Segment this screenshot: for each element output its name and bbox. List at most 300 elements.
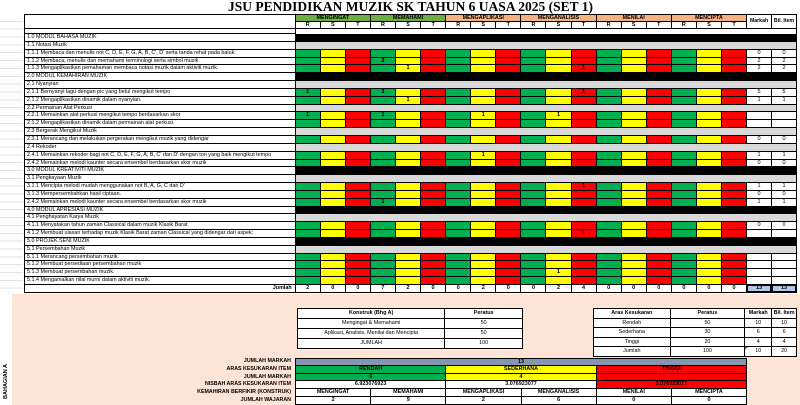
cell-menilai-r[interactable] <box>597 97 622 105</box>
markah-cell[interactable]: 2 <box>747 65 772 73</box>
cell-mengaplikasi-r[interactable] <box>446 277 471 285</box>
cell-memahami-s[interactable] <box>396 254 421 262</box>
cell-mengaplikasi-s[interactable] <box>471 269 496 277</box>
cell-mengaplikasi-r[interactable] <box>446 199 471 207</box>
cell-memahami-t[interactable] <box>421 222 446 230</box>
row-label[interactable]: 2.3 Bergerak Mengikut Muzik <box>25 128 296 136</box>
markah-cell[interactable] <box>747 254 772 262</box>
cell-mencipta-s[interactable] <box>697 199 722 207</box>
totals-cell-14[interactable]: 0 <box>647 285 672 293</box>
totals-cell-7[interactable]: 2 <box>471 285 496 293</box>
cell-mengaplikasi-r[interactable] <box>446 120 471 128</box>
cell-menilai-t[interactable] <box>647 254 672 262</box>
cell-memahami-t[interactable] <box>421 89 446 97</box>
bottom-cell-1-1[interactable]: SEDERHANA <box>446 366 596 374</box>
cell-menilai-r[interactable] <box>597 120 622 128</box>
cell-menganalisis-r[interactable] <box>521 120 546 128</box>
summary-header-bil-item[interactable]: Bil. Item <box>772 309 797 319</box>
cell-menilai-r[interactable] <box>597 230 622 238</box>
cell-mencipta-r[interactable] <box>672 50 697 58</box>
bottom-cell-2-1[interactable]: 4 <box>446 374 596 382</box>
cell-mencipta-r[interactable] <box>672 89 697 97</box>
cell-memahami-t[interactable] <box>421 65 446 73</box>
cell-menilai-r[interactable] <box>597 277 622 285</box>
row-label[interactable]: 2.1 Nyanyian <box>25 81 296 89</box>
construct-header-memahami[interactable]: MEMAHAMI <box>371 15 446 22</box>
cell-menganalisis-s[interactable] <box>546 183 571 191</box>
cell-memahami-t[interactable] <box>421 152 446 160</box>
summary-cell-1-1[interactable]: 30 <box>671 328 746 338</box>
cell-menilai-s[interactable] <box>622 230 647 238</box>
section-band[interactable] <box>296 207 797 215</box>
cell-mengingat-r[interactable] <box>296 58 321 66</box>
cell-menilai-s[interactable] <box>622 254 647 262</box>
construct-header-menganalisis[interactable]: MENGANALISIS <box>521 15 596 22</box>
cell-mengaplikasi-t[interactable] <box>496 50 521 58</box>
totals-cell-17[interactable]: 0 <box>722 285 747 293</box>
cell-mengaplikasi-s[interactable] <box>471 97 496 105</box>
summary-cell-2-1[interactable]: 100 <box>445 339 523 349</box>
summary-cell-1-0[interactable]: Aplikasi, Analisis, Menilai dan Mencipta <box>298 329 445 339</box>
row-label[interactable]: 2.3.1 Merancang dan melakukan pergerakan mengikut muzik yang didengar <box>25 136 296 144</box>
cell-menilai-r[interactable] <box>597 89 622 97</box>
cell-mencipta-t[interactable] <box>722 152 747 160</box>
summary-header-peratus[interactable]: Peratus <box>445 309 523 319</box>
cell-menganalisis-t[interactable] <box>572 120 597 128</box>
cell-menilai-t[interactable] <box>647 152 672 160</box>
row-label[interactable]: 5.1.1 Merancang persembahan muzik. <box>25 254 296 262</box>
bottom-row-label[interactable]: NISBAH ARAS KESUKARAN ITEM <box>204 381 291 388</box>
bottom-cell-4-2[interactable]: MENGAPLIKASI <box>446 389 521 397</box>
cell-memahami-t[interactable] <box>421 199 446 207</box>
summary-cell-0-0[interactable]: Rendah <box>594 319 671 329</box>
cell-mengaplikasi-r[interactable] <box>446 97 471 105</box>
cell-mengaplikasi-t[interactable] <box>496 160 521 168</box>
cell-menilai-r[interactable] <box>597 112 622 120</box>
section-band[interactable] <box>296 167 797 175</box>
cell-mengaplikasi-t[interactable] <box>496 222 521 230</box>
subtopic-band[interactable] <box>296 175 797 183</box>
cell-mengaplikasi-r[interactable] <box>446 50 471 58</box>
cell-mengingat-s[interactable] <box>321 136 346 144</box>
cell-menganalisis-s[interactable] <box>546 97 571 105</box>
cell-menganalisis-s[interactable]: 1 <box>546 269 571 277</box>
cell-memahami-t[interactable] <box>421 136 446 144</box>
cell-memahami-r[interactable] <box>371 254 396 262</box>
subheader-s[interactable]: S <box>697 22 722 29</box>
cell-menganalisis-r[interactable] <box>521 136 546 144</box>
construct-header-mengingat[interactable]: MENGINGAT <box>296 15 371 22</box>
totals-cell-0[interactable]: 2 <box>296 285 321 293</box>
row-label[interactable]: 5.1.2 Membuat persediaan persembahan muzik <box>25 261 296 269</box>
subheader-t[interactable]: T <box>346 22 371 29</box>
cell-menganalisis-s[interactable] <box>546 120 571 128</box>
cell-mengaplikasi-r[interactable] <box>446 191 471 199</box>
cell-mencipta-r[interactable] <box>672 277 697 285</box>
summary-cell-2-0[interactable]: Tinggi <box>594 338 671 348</box>
cell-mengingat-s[interactable] <box>321 191 346 199</box>
cell-menganalisis-s[interactable] <box>546 65 571 73</box>
markah-cell[interactable]: 0 <box>747 191 772 199</box>
markah-cell[interactable] <box>747 277 772 285</box>
cell-menganalisis-r[interactable] <box>521 230 546 238</box>
cell-mencipta-s[interactable] <box>697 222 722 230</box>
cell-mencipta-t[interactable] <box>722 199 747 207</box>
cell-menilai-t[interactable] <box>647 230 672 238</box>
totals-cell-15[interactable]: 0 <box>672 285 697 293</box>
bottom-row-label[interactable]: ARAS KESUKARAN ITEM <box>226 365 291 372</box>
summary-cell-0-1[interactable]: 50 <box>671 319 746 329</box>
row-label[interactable]: 2.4.2 Memainkan melodi kaunter secara ensembel berdasarkan skor muzik <box>25 160 296 168</box>
cell-mengaplikasi-s[interactable] <box>471 89 496 97</box>
summary-header-konstruk-bhg-a[interactable]: Konstruk (Bhg A) <box>298 309 445 319</box>
cell-mengaplikasi-s[interactable]: 1 <box>471 152 496 160</box>
cell-mengingat-t[interactable] <box>346 199 371 207</box>
summary-cell-0-0[interactable]: Mengingat & Memahami <box>298 319 445 329</box>
cell-menganalisis-s[interactable]: 1 <box>546 112 571 120</box>
cell-mengingat-t[interactable] <box>346 277 371 285</box>
cell-memahami-t[interactable] <box>421 261 446 269</box>
cell-mengaplikasi-s[interactable]: 1 <box>471 112 496 120</box>
cell-menganalisis-s[interactable] <box>546 58 571 66</box>
cell-memahami-s[interactable] <box>396 269 421 277</box>
cell-memahami-s[interactable] <box>396 120 421 128</box>
construct-header-mencipta[interactable]: MENCIPTA <box>672 15 747 22</box>
markah-cell[interactable]: 1 <box>747 199 772 207</box>
cell-menilai-r[interactable] <box>597 136 622 144</box>
cell-menganalisis-s[interactable] <box>546 199 571 207</box>
cell-menganalisis-t[interactable] <box>572 97 597 105</box>
jumlah-markah-bar[interactable]: 13 <box>296 359 747 366</box>
totals-bil-item[interactable]: 13 <box>772 285 797 293</box>
cell-mengingat-r[interactable] <box>296 160 321 168</box>
cell-mengingat-t[interactable] <box>346 230 371 238</box>
row-label[interactable]: 5.1 Persembahan Muzik <box>25 246 296 254</box>
cell-mengaplikasi-s[interactable] <box>471 230 496 238</box>
cell-mencipta-s[interactable] <box>697 191 722 199</box>
row-label[interactable]: 1.1.3 Mengaplikasikan pemahaman membaca notasi muzik dalam aktiviti muzik. <box>25 65 296 73</box>
row-label[interactable]: 1.1.2 Membaca, menulis dan memahami terminologi serta simbol muzik <box>25 58 296 66</box>
cell-mengingat-s[interactable] <box>321 152 346 160</box>
cell-mengaplikasi-t[interactable] <box>496 112 521 120</box>
cell-mengingat-s[interactable] <box>321 183 346 191</box>
cell-menilai-t[interactable] <box>647 50 672 58</box>
row-label[interactable]: 3.1.3 Mempersembahkan hasil ciptaan. <box>25 191 296 199</box>
markah-cell[interactable] <box>747 269 772 277</box>
cell-mencipta-s[interactable] <box>697 89 722 97</box>
subheader-t[interactable]: T <box>647 22 672 29</box>
cell-memahami-r[interactable]: 2 <box>371 58 396 66</box>
cell-menganalisis-s[interactable] <box>546 222 571 230</box>
row-label[interactable]: 1.0 MODUL BAHASA MUZIK <box>25 34 296 42</box>
cell-mengingat-t[interactable] <box>346 58 371 66</box>
cell-memahami-s[interactable] <box>396 191 421 199</box>
cell-memahami-r[interactable]: 1 <box>371 199 396 207</box>
bottom-cell-5-2[interactable]: 2 <box>446 397 521 405</box>
cell-mengaplikasi-r[interactable] <box>446 65 471 73</box>
subheader-r[interactable]: R <box>521 22 546 29</box>
cell-memahami-s[interactable]: 1 <box>396 65 421 73</box>
cell-mencipta-t[interactable] <box>722 136 747 144</box>
cell-memahami-t[interactable] <box>421 112 446 120</box>
cell-mengaplikasi-r[interactable] <box>446 254 471 262</box>
bottom-cell-1-2[interactable]: TINGGI <box>597 366 747 374</box>
cell-mencipta-t[interactable] <box>722 191 747 199</box>
summary-cell-1-1[interactable]: 50 <box>445 329 523 339</box>
cell-menganalisis-t[interactable] <box>572 222 597 230</box>
subheader-t[interactable]: T <box>572 22 597 29</box>
cell-mengingat-t[interactable] <box>346 261 371 269</box>
cell-menilai-s[interactable] <box>622 89 647 97</box>
cell-mencipta-r[interactable] <box>672 254 697 262</box>
summary-cell-1-2[interactable]: 6 <box>745 328 772 338</box>
totals-cell-12[interactable]: 0 <box>597 285 622 293</box>
cell-memahami-r[interactable] <box>371 152 396 160</box>
bottom-cell-4-1[interactable]: MEMAHAMI <box>371 389 446 397</box>
cell-menganalisis-t[interactable]: 1 <box>572 65 597 73</box>
cell-memahami-r[interactable] <box>371 136 396 144</box>
cell-mencipta-r[interactable] <box>672 97 697 105</box>
cell-mengingat-r[interactable] <box>296 183 321 191</box>
cell-menganalisis-s[interactable] <box>546 254 571 262</box>
markah-cell[interactable]: 5 <box>747 89 772 97</box>
subheader-r[interactable]: R <box>296 22 321 29</box>
cell-mengingat-s[interactable] <box>321 254 346 262</box>
cell-mengaplikasi-t[interactable] <box>496 277 521 285</box>
construct-header-menilai[interactable]: MENILAI <box>597 15 672 22</box>
cell-menganalisis-t[interactable] <box>572 254 597 262</box>
cell-mengaplikasi-r[interactable] <box>446 136 471 144</box>
cell-mengaplikasi-s[interactable] <box>471 261 496 269</box>
cell-mengingat-s[interactable] <box>321 89 346 97</box>
subheader-t[interactable]: T <box>722 22 747 29</box>
cell-menganalisis-r[interactable] <box>521 160 546 168</box>
cell-mengaplikasi-s[interactable] <box>471 65 496 73</box>
cell-menganalisis-t[interactable]: 1 <box>572 230 597 238</box>
cell-menilai-s[interactable] <box>622 261 647 269</box>
cell-mengingat-s[interactable] <box>321 50 346 58</box>
subtopic-band[interactable] <box>296 246 797 254</box>
cell-mencipta-s[interactable] <box>697 120 722 128</box>
cell-memahami-s[interactable] <box>396 277 421 285</box>
cell-menilai-s[interactable] <box>622 120 647 128</box>
cell-mengaplikasi-t[interactable] <box>496 136 521 144</box>
cell-mencipta-r[interactable] <box>672 230 697 238</box>
markah-cell[interactable]: 1 <box>747 183 772 191</box>
cell-mengingat-t[interactable] <box>346 89 371 97</box>
cell-mengaplikasi-r[interactable] <box>446 152 471 160</box>
cell-menganalisis-t[interactable] <box>572 277 597 285</box>
summary-cell-2-1[interactable]: 20 <box>671 338 746 348</box>
cell-mengaplikasi-r[interactable] <box>446 112 471 120</box>
bottom-row-label[interactable]: KEMAHIRAN BERFIKIR (KONSTRUK) <box>197 389 291 396</box>
subheader-t[interactable]: T <box>421 22 446 29</box>
cell-menilai-s[interactable] <box>622 58 647 66</box>
markah-cell[interactable]: 1 <box>747 97 772 105</box>
summary-cell-0-1[interactable]: 50 <box>445 319 523 329</box>
bil-item-cell[interactable] <box>772 254 797 262</box>
cell-memahami-r[interactable]: 3 <box>371 89 396 97</box>
cell-mencipta-s[interactable] <box>697 50 722 58</box>
subheader-r[interactable]: R <box>672 22 697 29</box>
cell-menilai-s[interactable] <box>622 152 647 160</box>
cell-menganalisis-s[interactable] <box>546 261 571 269</box>
markah-cell[interactable] <box>747 112 772 120</box>
cell-mengaplikasi-s[interactable] <box>471 222 496 230</box>
subtopic-band[interactable] <box>296 214 797 222</box>
cell-menilai-t[interactable] <box>647 261 672 269</box>
cell-mengingat-s[interactable] <box>321 222 346 230</box>
cell-menilai-r[interactable] <box>597 222 622 230</box>
cell-mencipta-s[interactable] <box>697 160 722 168</box>
totals-markah[interactable]: 13 <box>747 285 772 293</box>
cell-mengaplikasi-t[interactable] <box>496 89 521 97</box>
cell-menganalisis-s[interactable] <box>546 136 571 144</box>
cell-memahami-s[interactable] <box>396 89 421 97</box>
cell-mengaplikasi-s[interactable] <box>471 136 496 144</box>
bottom-cell-3-0[interactable]: 6.923076923 <box>296 381 446 389</box>
cell-mencipta-t[interactable] <box>722 50 747 58</box>
bil-item-cell[interactable]: 0 <box>772 160 797 168</box>
cell-memahami-r[interactable] <box>371 269 396 277</box>
cell-menganalisis-s[interactable] <box>546 89 571 97</box>
cell-menganalisis-s[interactable] <box>546 191 571 199</box>
cell-mengaplikasi-r[interactable] <box>446 89 471 97</box>
cell-memahami-r[interactable] <box>371 65 396 73</box>
cell-mengaplikasi-t[interactable] <box>496 199 521 207</box>
cell-memahami-t[interactable] <box>421 277 446 285</box>
subtopic-band[interactable] <box>296 128 797 136</box>
cell-menilai-t[interactable] <box>647 89 672 97</box>
row-label[interactable]: 2.4.2 Memainkan melodi kaunter secara ensembel berdasarkan skor muzik <box>25 199 296 207</box>
cell-mengaplikasi-t[interactable] <box>496 58 521 66</box>
cell-mengaplikasi-s[interactable] <box>471 58 496 66</box>
row-label[interactable]: 3.1.1 Mencipta melodi mudah menggunakan not B, A, G, C dan D' <box>25 183 296 191</box>
bottom-cell-4-4[interactable]: MENILAI <box>597 389 672 397</box>
cell-mengaplikasi-s[interactable] <box>471 50 496 58</box>
summary-cell-1-0[interactable]: Sederhana <box>594 328 671 338</box>
cell-memahami-s[interactable] <box>396 183 421 191</box>
cell-mengingat-r[interactable] <box>296 65 321 73</box>
cell-menilai-s[interactable] <box>622 199 647 207</box>
cell-mengingat-r[interactable] <box>296 230 321 238</box>
cell-menilai-t[interactable] <box>647 199 672 207</box>
cell-mengingat-t[interactable] <box>346 152 371 160</box>
cell-menilai-t[interactable] <box>647 269 672 277</box>
cell-mengingat-t[interactable] <box>346 269 371 277</box>
cell-menganalisis-t[interactable] <box>572 199 597 207</box>
bottom-cell-5-5[interactable]: 0 <box>672 397 747 405</box>
bil-item-cell[interactable]: 0 <box>772 50 797 58</box>
cell-mengaplikasi-r[interactable] <box>446 160 471 168</box>
cell-mengaplikasi-s[interactable] <box>471 120 496 128</box>
cell-mengingat-s[interactable] <box>321 277 346 285</box>
bil-item-cell[interactable]: 0 <box>772 222 797 230</box>
subheader-s[interactable]: S <box>546 22 571 29</box>
summary-header-peratus[interactable]: Peratus <box>671 309 746 319</box>
cell-menilai-s[interactable] <box>622 65 647 73</box>
bil-item-cell[interactable] <box>772 112 797 120</box>
cell-memahami-s[interactable] <box>396 261 421 269</box>
bil-item-cell[interactable]: 1 <box>772 183 797 191</box>
totals-cell-1[interactable]: 0 <box>321 285 346 293</box>
cell-menilai-r[interactable] <box>597 254 622 262</box>
cell-memahami-r[interactable] <box>371 191 396 199</box>
cell-mengaplikasi-t[interactable] <box>496 152 521 160</box>
cell-mengingat-t[interactable] <box>346 120 371 128</box>
cell-memahami-t[interactable] <box>421 269 446 277</box>
cell-mencipta-s[interactable] <box>697 97 722 105</box>
cell-mengingat-r[interactable] <box>296 199 321 207</box>
cell-menganalisis-r[interactable] <box>521 97 546 105</box>
bottom-cell-4-0[interactable]: MENGINGAT <box>296 389 371 397</box>
cell-mencipta-r[interactable] <box>672 261 697 269</box>
cell-menilai-t[interactable] <box>647 136 672 144</box>
cell-menganalisis-t[interactable]: 1 <box>572 183 597 191</box>
cell-mengaplikasi-r[interactable] <box>446 183 471 191</box>
cell-mengingat-r[interactable] <box>296 120 321 128</box>
totals-cell-11[interactable]: 4 <box>572 285 597 293</box>
cell-menganalisis-t[interactable] <box>572 58 597 66</box>
cell-mencipta-t[interactable] <box>722 120 747 128</box>
cell-mencipta-t[interactable] <box>722 269 747 277</box>
cell-mencipta-t[interactable] <box>722 112 747 120</box>
cell-mencipta-r[interactable] <box>672 183 697 191</box>
cell-memahami-s[interactable] <box>396 136 421 144</box>
row-label[interactable]: 5.0 PROJEK SENI MUZIK <box>25 238 296 246</box>
cell-mencipta-r[interactable] <box>672 191 697 199</box>
row-label[interactable]: 5.1.3 Membuat persembahan muzik. <box>25 269 296 277</box>
bottom-cell-5-4[interactable]: 0 <box>597 397 672 405</box>
summary-cell-0-3[interactable]: 10 <box>772 319 797 329</box>
header-label-spacer[interactable] <box>25 15 296 29</box>
cell-mencipta-r[interactable] <box>672 269 697 277</box>
markah-cell[interactable]: 0 <box>747 136 772 144</box>
bottom-cell-4-3[interactable]: MENGANALISIS <box>522 389 597 397</box>
markah-cell[interactable]: 0 <box>747 50 772 58</box>
cell-menilai-t[interactable] <box>647 183 672 191</box>
bil-item-cell[interactable]: 5 <box>772 89 797 97</box>
cell-mengingat-t[interactable] <box>346 254 371 262</box>
cell-memahami-r[interactable] <box>371 97 396 105</box>
cell-menganalisis-r[interactable] <box>521 199 546 207</box>
cell-mengaplikasi-t[interactable] <box>496 191 521 199</box>
cell-menganalisis-r[interactable] <box>521 222 546 230</box>
bil-item-cell[interactable]: 0 <box>772 136 797 144</box>
cell-mencipta-s[interactable] <box>697 277 722 285</box>
cell-menilai-t[interactable] <box>647 277 672 285</box>
cell-mengingat-t[interactable] <box>346 65 371 73</box>
cell-menilai-s[interactable] <box>622 112 647 120</box>
cell-menilai-r[interactable] <box>597 160 622 168</box>
cell-memahami-t[interactable] <box>421 97 446 105</box>
markah-cell[interactable] <box>747 261 772 269</box>
cell-menganalisis-r[interactable] <box>521 58 546 66</box>
totals-cell-2[interactable]: 0 <box>346 285 371 293</box>
cell-memahami-t[interactable] <box>421 191 446 199</box>
cell-mengaplikasi-t[interactable] <box>496 65 521 73</box>
row-label[interactable]: 2.2 Permainan Alat Perkusi <box>25 105 296 113</box>
cell-mengingat-t[interactable] <box>346 97 371 105</box>
cell-mengingat-r[interactable] <box>296 50 321 58</box>
cell-mengaplikasi-s[interactable] <box>471 254 496 262</box>
cell-menilai-t[interactable] <box>647 97 672 105</box>
cell-mengingat-s[interactable] <box>321 261 346 269</box>
cell-mengingat-r[interactable] <box>296 261 321 269</box>
row-label[interactable]: 4.1 Penghayatan Karya Muzik <box>25 214 296 222</box>
cell-mengingat-s[interactable] <box>321 269 346 277</box>
cell-menilai-t[interactable] <box>647 191 672 199</box>
